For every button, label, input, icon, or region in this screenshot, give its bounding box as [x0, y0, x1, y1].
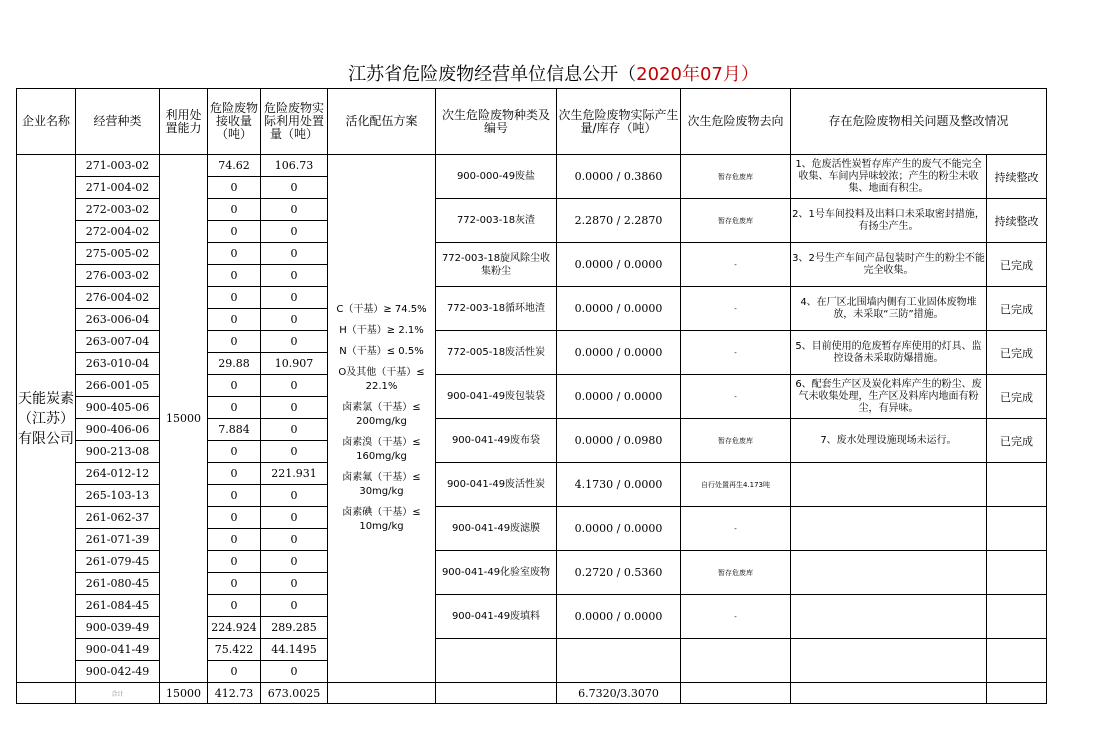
received-cell: 0	[208, 485, 261, 507]
header-utilized: 危险废物实际利用处置量（吨）	[261, 89, 328, 155]
received-cell: 0	[208, 199, 261, 221]
empty-cell	[791, 507, 987, 551]
received-cell: 0	[208, 331, 261, 353]
header-received: 危险废物接收量（吨）	[208, 89, 261, 155]
issue-status-cell: 已完成	[987, 375, 1047, 419]
received-cell: 0	[208, 221, 261, 243]
totals-label: 合计	[76, 683, 160, 704]
title-month: 2020年07月）	[636, 64, 759, 85]
utilized-cell: 0	[261, 661, 328, 683]
issue-status-cell: 已完成	[987, 419, 1047, 463]
received-cell: 0	[208, 441, 261, 463]
totals-capacity: 15000	[160, 683, 208, 704]
issue-text-cell: 6、配套生产区及炭化料库产生的粉尘、废气未收集处理，生产区及料库内地面有粉尘，有异味。	[791, 375, 987, 419]
received-cell: 0	[208, 375, 261, 397]
utilized-cell: 0	[261, 441, 328, 463]
title-main: 江苏省危险废物经营单位信息公开（	[348, 64, 637, 85]
utilized-cell: 0	[261, 397, 328, 419]
plan-item: O及其他（干基）≤ 22.1%	[338, 367, 425, 392]
plan-item: 卤素氯（干基）≤ 200mg/kg	[342, 402, 421, 427]
secondary-dest-cell: -	[681, 331, 791, 375]
secondary-type-cell: 772-003-18旋风除尘收集粉尘	[436, 243, 557, 287]
header-plan: 活化配伍方案	[328, 89, 436, 155]
secondary-type-cell: 900-041-49化验室废物	[436, 551, 557, 595]
waste-code-cell: 900-213-08	[76, 441, 160, 463]
issue-text-cell: 3、2号生产车间产品包装时产生的粉尘不能完全收集。	[791, 243, 987, 287]
totals-received: 412.73	[208, 683, 261, 704]
plan-cell	[328, 155, 436, 683]
received-cell: 0	[208, 463, 261, 485]
waste-code-cell: 265-103-13	[76, 485, 160, 507]
waste-code-cell: 261-071-39	[76, 529, 160, 551]
empty-cell	[17, 683, 76, 704]
empty-cell	[436, 639, 557, 683]
empty-cell	[328, 683, 436, 704]
waste-code-cell: 261-062-37	[76, 507, 160, 529]
secondary-dest-cell: -	[681, 507, 791, 551]
secondary-type-cell: 772-003-18灰渣	[436, 199, 557, 243]
totals-sec-amount: 6.7320/3.3070	[557, 683, 681, 704]
utilized-cell: 0	[261, 199, 328, 221]
received-cell: 75.422	[208, 639, 261, 661]
secondary-dest-cell: 暂存危废库	[681, 155, 791, 199]
empty-cell	[791, 639, 987, 683]
empty-cell	[681, 683, 791, 704]
utilized-cell: 0	[261, 529, 328, 551]
utilized-cell: 10.907	[261, 353, 328, 375]
empty-cell	[987, 683, 1047, 704]
utilized-cell: 0	[261, 177, 328, 199]
received-cell: 0	[208, 595, 261, 617]
empty-cell	[681, 639, 791, 683]
plan-item: 卤素溴（干基）≤ 160mg/kg	[342, 437, 421, 462]
secondary-type-cell: 900-041-49废填料	[436, 595, 557, 639]
waste-code-cell: 264-012-12	[76, 463, 160, 485]
received-cell: 74.62	[208, 155, 261, 177]
waste-code-cell: 276-003-02	[76, 265, 160, 287]
secondary-type-cell: 900-041-49废滤膜	[436, 507, 557, 551]
plan-item: C（干基）≥ 74.5%	[336, 304, 427, 315]
empty-cell	[791, 683, 987, 704]
received-cell: 7.884	[208, 419, 261, 441]
secondary-amount-cell: 0.0000 / 0.0000	[557, 243, 681, 287]
empty-cell	[987, 595, 1047, 639]
utilized-cell: 0	[261, 221, 328, 243]
secondary-type-cell: 772-003-18循环地渣	[436, 287, 557, 331]
received-cell: 0	[208, 507, 261, 529]
plan-item: N（干基）≤ 0.5%	[339, 346, 424, 357]
header-sec-type: 次生危险废物种类及编号	[436, 89, 557, 155]
secondary-type-cell: 772-005-18废活性炭	[436, 331, 557, 375]
totals-row	[17, 683, 1047, 704]
secondary-type-cell: 900-041-49废活性炭	[436, 463, 557, 507]
utilized-cell: 289.285	[261, 617, 328, 639]
header-capacity: 利用处置能力	[160, 89, 208, 155]
secondary-amount-cell: 0.0000 / 0.0000	[557, 507, 681, 551]
secondary-amount-cell: 0.2720 / 0.5360	[557, 551, 681, 595]
waste-code-cell: 271-003-02	[76, 155, 160, 177]
empty-cell	[436, 683, 557, 704]
issue-status-cell: 已完成	[987, 287, 1047, 331]
totals-utilized: 673.0025	[261, 683, 328, 704]
waste-code-cell: 266-001-05	[76, 375, 160, 397]
received-cell: 0	[208, 529, 261, 551]
received-cell: 0	[208, 243, 261, 265]
secondary-dest-cell: -	[681, 595, 791, 639]
secondary-amount-cell: 0.0000 / 0.0000	[557, 287, 681, 331]
received-cell: 0	[208, 661, 261, 683]
waste-code-cell: 261-080-45	[76, 573, 160, 595]
utilized-cell: 0	[261, 507, 328, 529]
secondary-dest-cell: 暂存危废库	[681, 199, 791, 243]
received-cell: 224.924	[208, 617, 261, 639]
secondary-type-cell: 900-041-49废包装袋	[436, 375, 557, 419]
plan-item: 卤素氟（干基）≤ 30mg/kg	[342, 472, 421, 497]
utilized-cell: 0	[261, 419, 328, 441]
utilized-cell: 0	[261, 595, 328, 617]
secondary-dest-cell: -	[681, 375, 791, 419]
utilized-cell: 0	[261, 375, 328, 397]
utilized-cell: 0	[261, 551, 328, 573]
page-title	[0, 60, 1107, 86]
issue-status-cell: 已完成	[987, 243, 1047, 287]
waste-code-cell: 276-004-02	[76, 287, 160, 309]
utilized-cell: 0	[261, 265, 328, 287]
waste-code-cell: 900-042-49	[76, 661, 160, 683]
empty-cell	[987, 639, 1047, 683]
secondary-amount-cell: 2.2870 / 2.2870	[557, 199, 681, 243]
received-cell: 0	[208, 265, 261, 287]
waste-code-cell: 900-039-49	[76, 617, 160, 639]
utilized-cell: 106.73	[261, 155, 328, 177]
info-table	[16, 88, 1047, 704]
empty-cell	[987, 551, 1047, 595]
header-sec-dest: 次生危险废物去向	[681, 89, 791, 155]
secondary-dest-cell: 暂存危废库	[681, 551, 791, 595]
secondary-dest-cell: 暂存危废库	[681, 419, 791, 463]
waste-code-cell: 272-004-02	[76, 221, 160, 243]
utilized-cell: 0	[261, 287, 328, 309]
header-sec-amount: 次生危险废物实际产生量/库存（吨）	[557, 89, 681, 155]
waste-code-cell: 272-003-02	[76, 199, 160, 221]
received-cell: 29.88	[208, 353, 261, 375]
header-issues: 存在危险废物相关问题及整改情况	[791, 89, 1047, 155]
waste-code-cell: 263-010-04	[76, 353, 160, 375]
secondary-amount-cell: 0.0000 / 0.0000	[557, 375, 681, 419]
issue-status-cell: 已完成	[987, 331, 1047, 375]
issue-text-cell: 7、废水处理设施现场未运行。	[791, 419, 987, 463]
empty-cell	[557, 639, 681, 683]
utilized-cell: 44.1495	[261, 639, 328, 661]
issue-text-cell: 2、1号车间投料及出料口未采取密封措施，有扬尘产生。	[791, 199, 987, 243]
issue-text-cell: 5、目前使用的危废暂存库使用的灯具、监控设备未采取防爆措施。	[791, 331, 987, 375]
utilized-cell: 221.931	[261, 463, 328, 485]
secondary-amount-cell: 0.0000 / 0.0000	[557, 331, 681, 375]
issue-text-cell: 4、在厂区北围墙内侧有工业固体废物堆放，未采取“三防”措施。	[791, 287, 987, 331]
received-cell: 0	[208, 573, 261, 595]
waste-code-cell: 900-041-49	[76, 639, 160, 661]
secondary-amount-cell: 4.1730 / 0.0000	[557, 463, 681, 507]
waste-code-cell: 263-007-04	[76, 331, 160, 353]
utilized-cell: 0	[261, 485, 328, 507]
waste-code-cell: 261-084-45	[76, 595, 160, 617]
secondary-type-cell: 900-041-49废布袋	[436, 419, 557, 463]
header-type: 经营种类	[76, 89, 160, 155]
secondary-dest-cell: -	[681, 243, 791, 287]
utilized-cell: 0	[261, 331, 328, 353]
utilized-cell: 0	[261, 573, 328, 595]
secondary-type-cell: 900-000-49废盐	[436, 155, 557, 199]
secondary-dest-cell: 自行处置再生4.173吨	[681, 463, 791, 507]
issue-text-cell: 1、危废活性炭暂存库产生的废气不能完全收集、车间内异味较浓；产生的粉尘未收集、地面有积尘。	[791, 155, 987, 199]
empty-cell	[987, 463, 1047, 507]
secondary-amount-cell: 0.0000 / 0.3860	[557, 155, 681, 199]
received-cell: 0	[208, 397, 261, 419]
received-cell: 0	[208, 309, 261, 331]
secondary-amount-cell: 0.0000 / 0.0980	[557, 419, 681, 463]
utilized-cell: 0	[261, 243, 328, 265]
issue-status-cell: 持续整改	[987, 199, 1047, 243]
issue-status-cell: 持续整改	[987, 155, 1047, 199]
header-company: 企业名称	[17, 89, 76, 155]
empty-cell	[987, 507, 1047, 551]
company-name-cell: 天能炭素（江苏）有限公司	[17, 155, 76, 683]
waste-code-cell: 261-079-45	[76, 551, 160, 573]
capacity-cell: 15000	[160, 155, 208, 683]
table-row	[17, 155, 1047, 177]
waste-code-cell: 271-004-02	[76, 177, 160, 199]
plan-item: 卤素碘（干基）≤ 10mg/kg	[342, 507, 421, 532]
secondary-dest-cell: -	[681, 287, 791, 331]
empty-cell	[791, 595, 987, 639]
secondary-amount-cell: 0.0000 / 0.0000	[557, 595, 681, 639]
received-cell: 0	[208, 287, 261, 309]
waste-code-cell: 263-006-04	[76, 309, 160, 331]
empty-cell	[791, 551, 987, 595]
table-body	[17, 155, 1047, 704]
plan-item: H（干基）≥ 2.1%	[339, 325, 424, 336]
received-cell: 0	[208, 551, 261, 573]
waste-code-cell: 900-406-06	[76, 419, 160, 441]
received-cell: 0	[208, 177, 261, 199]
waste-code-cell: 900-405-06	[76, 397, 160, 419]
waste-code-cell: 275-005-02	[76, 243, 160, 265]
empty-cell	[791, 463, 987, 507]
header-row	[17, 89, 1047, 155]
utilized-cell: 0	[261, 309, 328, 331]
